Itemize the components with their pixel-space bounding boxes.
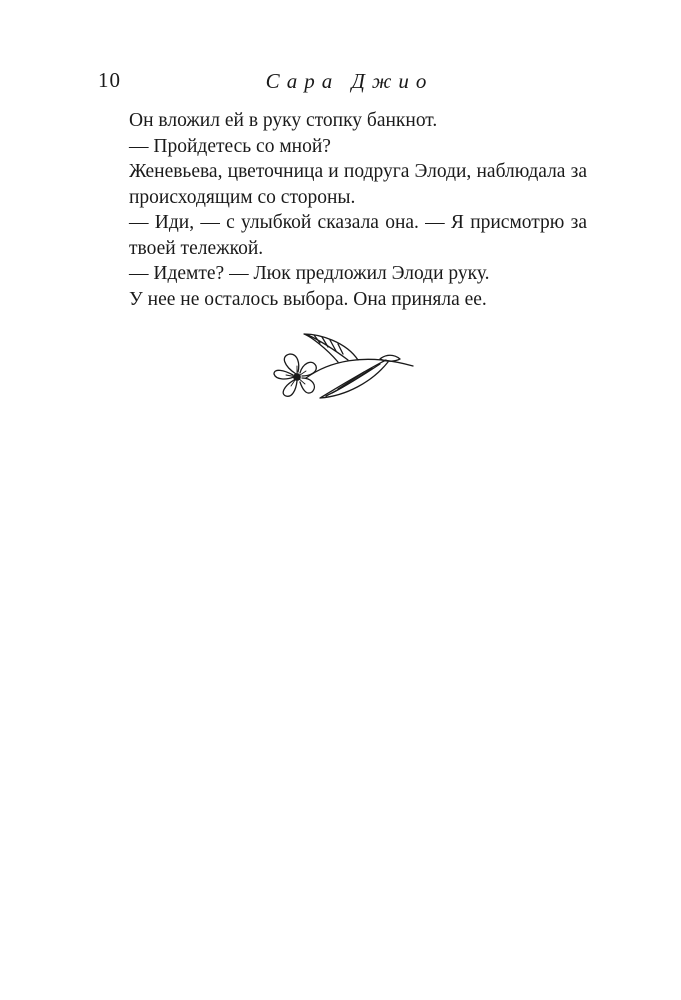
paragraph: Женевьева, цветочница и подруга Элоди, наблюдала за происходящим со стороны. <box>129 161 587 208</box>
flower-ornament-icon <box>268 326 418 406</box>
running-head-author: Сара Джио <box>265 69 434 93</box>
paragraph: У нее не осталось выбора. Она приняла ее. <box>129 288 487 310</box>
body-text <box>129 108 587 312</box>
page-number: 10 <box>98 68 121 92</box>
paragraph: — Идемте? — Люк предложил Элоди руку. <box>129 263 490 284</box>
paragraph: — Иди, — с улыбкой сказала она. — Я присмотрю за твоей тележкой. <box>129 212 587 259</box>
paragraph: Он вложил ей в руку стопку банкнот. <box>129 110 438 131</box>
paragraph: — Пройдетесь со мной? <box>129 135 331 157</box>
